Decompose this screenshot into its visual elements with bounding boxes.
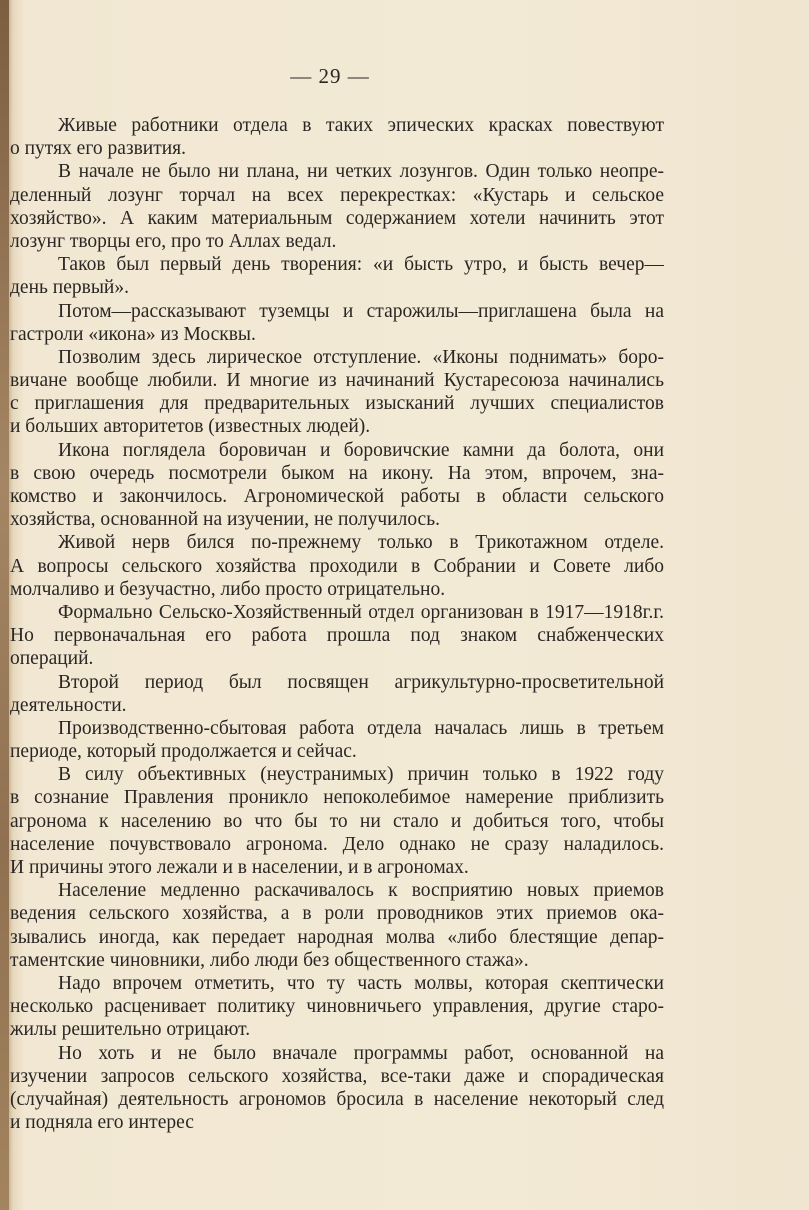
text-line: день первый». (10, 277, 129, 299)
text-line: вичане вообще любили. И многие из начинаний Кустаресоюза начинались (10, 370, 664, 392)
body-text (10, 114, 664, 1134)
text-line: И причины этого лежали и в населении, и в агрономах. (10, 857, 469, 878)
text-line: Икона поглядела боровичан и боровичские камни да болота, они (58, 439, 664, 461)
text-line: Но первоначальная его работа прошла под знаком снабженческих (10, 625, 664, 647)
text-line: гастроли «икона» из Москвы. (10, 323, 256, 345)
text-line: Таков был первый день творения: «и бысть утро, и бысть вечер— (58, 254, 664, 276)
text-line: Потом—рассказывают туземцы и старожилы—приглашена была на (58, 300, 664, 322)
text-line: Второй период был посвящен агрикультурно-просветительной (58, 671, 664, 693)
book-spine-edge (0, 0, 9, 1210)
text-line: молчаливо и безучастно, либо просто отрицательно. (10, 578, 446, 600)
text-line: изучении запросов сельского хозяйства, все-таки даже и спорадическая (10, 1065, 664, 1087)
text-line: периоде, который продолжается и сейчас. (10, 741, 357, 763)
text-line: в сознание Правления проникло непоколебимое намерение приблизить (10, 787, 664, 809)
text-line: таментские чиновники, либо люди без общественного стажа». (10, 949, 529, 971)
text-line: ведения сельского хозяйства, а в роли проводников этих приемов ока- (10, 903, 664, 925)
text-line: Производственно-сбытовая работа отдела началась лишь в третьем (58, 717, 664, 739)
text-line: комство и закончилось. Агрономической работы в области сельского (10, 486, 664, 507)
text-line: Надо впрочем отметить, что ту часть молвы, которая скептически (58, 972, 664, 994)
text-line: операций. (10, 648, 94, 670)
text-line: Формально Сельско-Хозяйственный отдел организован в 1917—1918г.г. (58, 601, 664, 623)
text-line: несколько расценивает политику чиновничьего управления, другие старо- (10, 996, 664, 1018)
text-line: население почувствовало агронома. Дело однако не сразу наладилось. (10, 833, 664, 855)
text-line: зывались иногда, как передает народная молва «либо блестящие депар- (10, 926, 664, 948)
text-line: лозунг творцы его, про то Аллах ведал. (10, 230, 337, 252)
text-line: Население медленно раскачивалось к восприятию новых приемов (58, 880, 664, 902)
text-line: хозяйство». А каким материальным содержанием хотели начинить этот (10, 207, 664, 229)
text-line: и больших авторитетов (известных людей). (10, 416, 371, 438)
page-number: — 29 — (290, 64, 370, 88)
text-line: в свою очередь посмотрели быком на икону. На этом, впрочем, зна- (10, 462, 664, 484)
text-line: агронома к населению во что бы то ни стало и добиться того, чтобы (10, 810, 664, 832)
text-line: В начале не было ни плана, ни четких лозунгов. Один только неопре- (58, 161, 664, 183)
text-line: жилы решительно отрицают. (10, 1019, 251, 1041)
text-line: с приглашения для предварительных изысканий лучших специалистов (10, 393, 664, 415)
text-line: и подняла его интерес (10, 1112, 194, 1134)
text-line: Позволим здесь лирическое отступление. «Иконы поднимать» боро- (58, 346, 664, 368)
text-line: хозяйства, основанной на изучении, не получилось. (10, 509, 440, 531)
text-line: Живой нерв бился по-прежнему только в Трикотажном отделе. (58, 532, 664, 554)
text-line: о путях его развития. (10, 138, 187, 160)
text-line: Живые работники отдела в таких эпических красках повествуют (58, 115, 664, 136)
text-line: (случайная) деятельность агрономов бросила в население некоторый след (10, 1088, 664, 1110)
text-line: Но хоть и не было вначале программы работ, основанной на (58, 1042, 664, 1064)
text-line: В силу объективных (неустранимых) причин только в 1922 году (58, 764, 664, 786)
text-line: деятельности. (10, 694, 127, 716)
text-line: деленный лозунг торчал на всех перекрестках: «Кустарь и сельское (10, 184, 664, 206)
text-line: А вопросы сельского хозяйства проходили в Собрании и Совете либо (10, 555, 664, 577)
